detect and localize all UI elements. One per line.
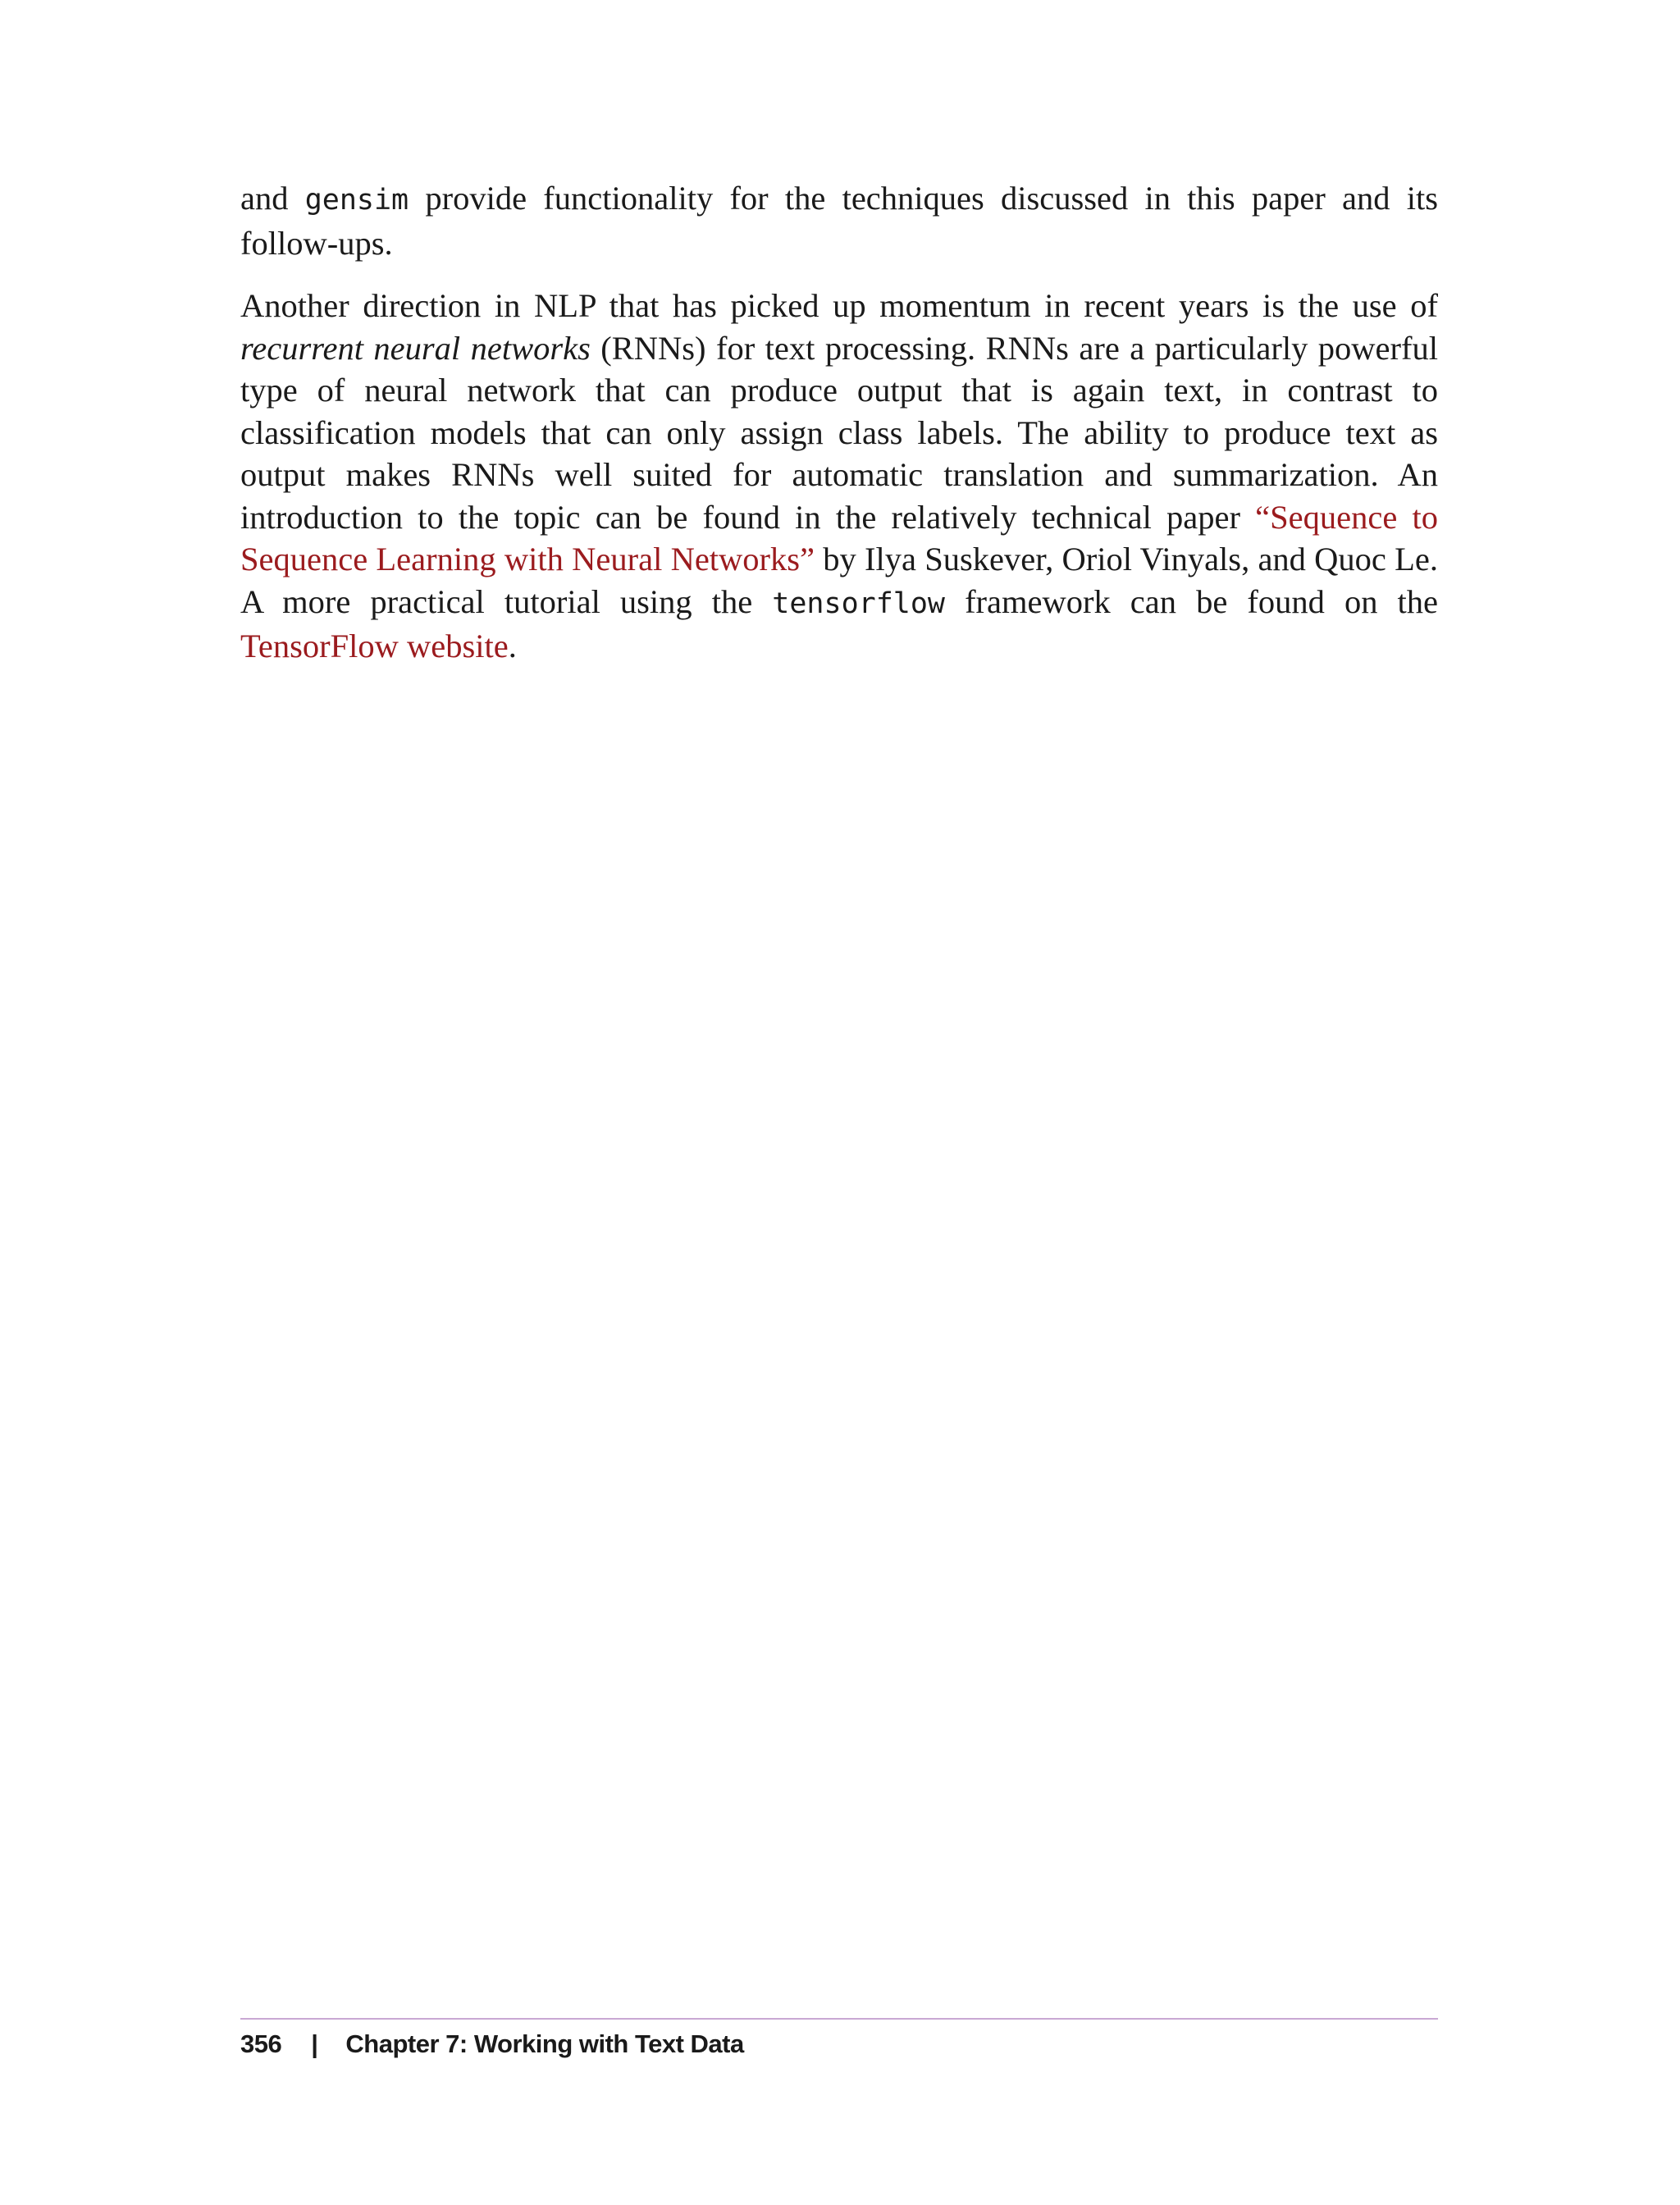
text-run: .	[508, 628, 517, 664]
text-run: and	[240, 180, 305, 217]
text-run: provide functionality for the techniques discussed in this paper and its follow-ups.	[240, 180, 1438, 262]
emphasis-rnn: recurrent neural networks	[240, 329, 591, 367]
inline-code-gensim: gensim	[304, 184, 409, 217]
footer-separator: |	[311, 2029, 318, 2058]
body-text	[240, 177, 1438, 668]
page-number: 356	[240, 2029, 282, 2058]
paragraph-rnn	[240, 285, 1438, 668]
text-run: framework can be found on the	[945, 582, 1438, 620]
inline-code-tensorflow: tensorflow	[772, 587, 945, 620]
paragraph-gensim	[240, 177, 1438, 264]
text-run: (RNNs) for text processing. RNNs are a particularly powerful type of neural network that can produce output that is again text, in contrast to classification models that can only assign class labels. The ability to produce text as output makes RNNs well suited for automatic translation and summarization. An introduction to the topic can be found in the relatively technical paper	[240, 329, 1438, 536]
link-seq2seq-paper[interactable]: “Sequence to Sequence Learning with Neural Networks”	[240, 498, 1439, 578]
link-tensorflow-website[interactable]: TensorFlow website	[240, 628, 509, 664]
footer-divider	[240, 2018, 1438, 2020]
page-footer	[240, 2028, 744, 2061]
chapter-title: Chapter 7: Working with Text Data	[345, 2029, 744, 2058]
text-run: by Ilya Suskever, Oriol Vinyals, and Quoc Le. A more practical tutorial using the	[240, 541, 1439, 620]
text-run: Another direction in NLP that has picked up momentum in recent years is the use of	[240, 287, 1438, 324]
